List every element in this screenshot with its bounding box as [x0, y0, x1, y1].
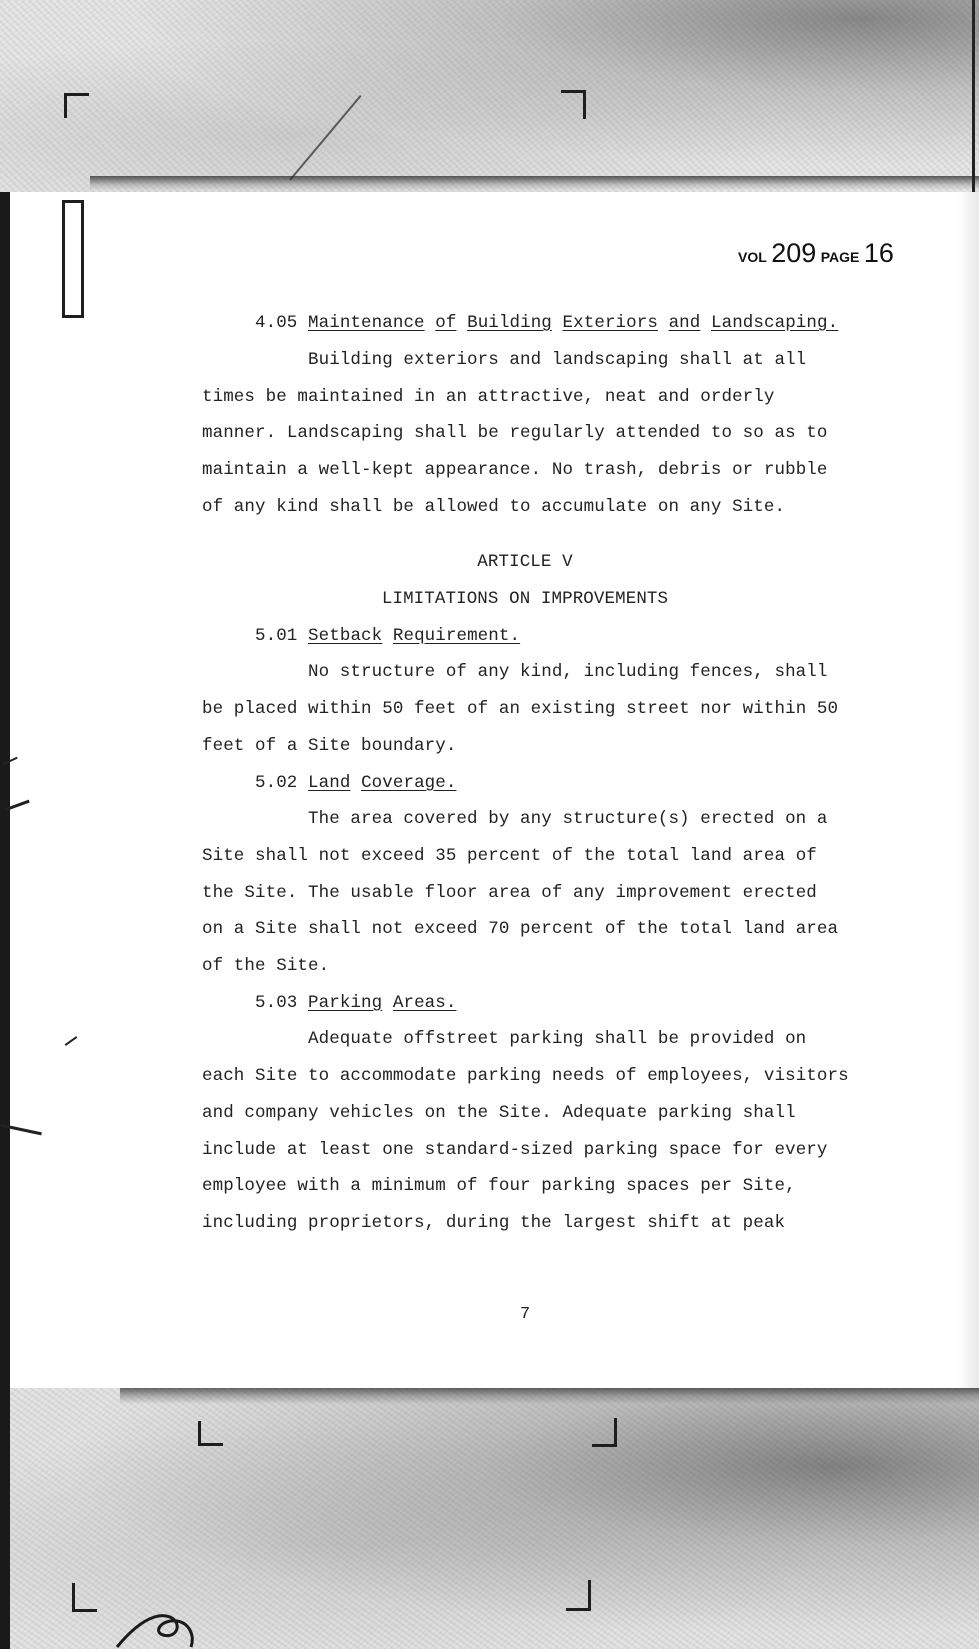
scan-edge-top — [90, 176, 979, 190]
section-number: 4.05 — [255, 313, 298, 333]
crop-mark-bottom-right — [592, 1418, 617, 1447]
body-line: be placed within 50 feet of an existing street nor within 50 — [202, 699, 839, 719]
body-line: on a Site shall not exceed 70 percent of the total land area — [202, 919, 839, 939]
page-label: PAGE — [820, 249, 860, 265]
page-number-stamp: 16 — [863, 238, 894, 268]
body-line: employee with a minimum of four parking spaces per Site, — [202, 1176, 796, 1196]
section-title-word: Exteriors — [562, 313, 658, 333]
body-line: each Site to accommodate parking needs of employees, visitors — [202, 1066, 849, 1086]
margin-box-mark — [62, 200, 84, 318]
scan-right-shade — [958, 192, 979, 1388]
section-heading-5-01 — [255, 626, 520, 646]
crop-mark-bottom-left — [198, 1421, 223, 1446]
body-line: the Site. The usable floor area of any improvement erected — [202, 883, 817, 903]
body-line: include at least one standard-sized parking space for every — [202, 1140, 828, 1160]
body-line: of any kind shall be allowed to accumulate on any Site. — [202, 497, 786, 517]
body-line: Site shall not exceed 35 percent of the total land area of — [202, 846, 817, 866]
section-title-word: Coverage. — [361, 773, 457, 793]
crop-mark-bottom-left-outer — [72, 1583, 97, 1612]
section-title-word: Setback — [308, 626, 383, 646]
margin-pen-mark — [65, 1036, 78, 1046]
section-title-word: of — [435, 313, 457, 333]
section-title-word: Building — [467, 313, 552, 333]
volume-page-stamp — [738, 238, 894, 269]
section-title-word: Requirement. — [392, 626, 521, 646]
section-heading-5-03 — [255, 993, 456, 1013]
article-subheading: LIMITATIONS ON IMPROVEMENTS — [381, 589, 669, 609]
scan-edge-bottom — [120, 1388, 979, 1404]
body-line: No structure of any kind, including fences, shall — [308, 662, 828, 682]
scan-right-line — [972, 0, 975, 192]
section-title-word: Areas. — [392, 993, 457, 1013]
article-heading: ARTICLE V — [477, 552, 573, 572]
crop-mark-bottom-right-outer — [566, 1580, 591, 1611]
section-number: 5.02 — [255, 773, 298, 793]
section-number: 5.01 — [255, 626, 298, 646]
section-title-word: Parking — [308, 993, 383, 1013]
vol-label: VOL — [738, 249, 767, 265]
section-heading-5-02 — [255, 773, 456, 793]
body-line: and company vehicles on the Site. Adequate parking shall — [202, 1103, 796, 1123]
body-line: including proprietors, during the largest shift at peak — [202, 1213, 786, 1233]
section-title-word: Maintenance — [308, 313, 425, 333]
scan-noise-top — [0, 0, 979, 192]
crop-mark-top-right — [561, 90, 586, 119]
section-heading-4-05 — [255, 313, 838, 333]
section-title-word: and — [668, 313, 701, 333]
body-line: The area covered by any structure(s) erected on a — [308, 809, 828, 829]
body-line: of the Site. — [202, 956, 330, 976]
body-line: maintain a well-kept appearance. No trash, debris or rubble — [202, 460, 828, 480]
pen-scribble-mark — [115, 1605, 205, 1649]
body-line: times be maintained in an attractive, neat and orderly — [202, 387, 775, 407]
scan-left-border — [0, 192, 10, 1649]
section-title-word: Land — [308, 773, 351, 793]
body-line: feet of a Site boundary. — [202, 736, 457, 756]
page-footer-number: 7 — [520, 1305, 531, 1324]
body-line: Adequate offstreet parking shall be provided on — [308, 1029, 807, 1049]
vol-number: 209 — [771, 238, 817, 268]
crop-mark-top-left — [64, 93, 89, 118]
body-line: Building exteriors and landscaping shall at all — [308, 350, 807, 370]
body-line: manner. Landscaping shall be regularly attended to so as to — [202, 423, 828, 443]
section-title-word: Landscaping. — [710, 313, 839, 333]
section-number: 5.03 — [255, 993, 298, 1013]
